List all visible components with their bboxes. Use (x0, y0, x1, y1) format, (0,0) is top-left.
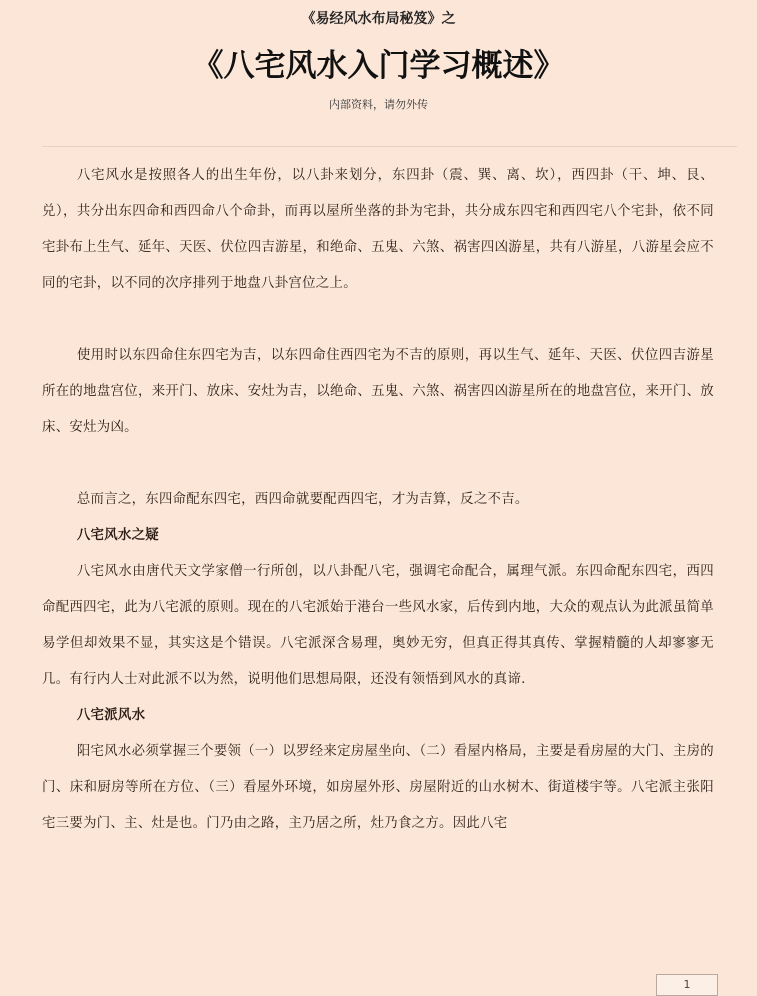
header-divider (42, 146, 737, 147)
paragraph-usage: 使用时以东四命住东四宅为吉，以东四命住西四宅为不吉的原则，再以生气、延年、天医、伏位四吉游星所在的地盘宫位，来开门、放床、安灶为吉，以绝命、五鬼、六煞、祸害四凶游星所在的地盘宫位，来开门、放床、安灶为凶。 (42, 348, 714, 435)
page-number-input[interactable]: 1 (656, 974, 718, 996)
document-body (42, 158, 714, 842)
paragraph-intro: 八宅风水是按照各人的出生年份，以八卦来划分，东四卦（震、巽、离、坎），西四卦（干、坤、艮、兑），共分出东四命和西四命八个命卦，而再以屋所坐落的卦为宅卦，共分成东四宅和西四宅八个宅卦，依不同宅卦布上生气、延年、天医、伏位四吉游星，和绝命、五鬼、六煞、祸害四凶游星，共有八游星，八游星会应不同的宅卦，以不同的次序排列于地盘八卦宫位之上。 (42, 168, 714, 291)
page-title: 《八宅风水入门学习概述》 (192, 48, 565, 84)
paragraph-school: 阳宅风水必须掌握三个要领（一）以罗经来定房屋坐向、（二）看屋内格局，主要是看房屋的大门、主房的门、床和厨房等所在方位、（三）看屋外环境，如房屋外形、房屋附近的山水树木、街道楼宇等。八宅派主张阳宅三要为门、主、灶是也。门乃由之路，主乃居之所，灶乃食之方。因此八宅 (42, 744, 714, 831)
paragraph-summary: 总而言之，东四命配东四宅，西四命就要配西四宅，才为吉算，反之不吉。 (76, 492, 529, 507)
paragraph-doubts: 八宅风水由唐代天文学家僧一行所创，以八卦配八宅，强调宅命配合，属理气派。东四命配东四宅，西四命配西四宅，此为八宅派的原则。现在的八宅派始于港台一些风水家，后传到内地，大众的观点认为此派虽简单易学但却效果不显，其实这是个错误。八宅派深含易理，奥妙无穷，但真正得其真传、掌握精髓的人却寥寥无几。有行内人士对此派不以为然，说明他们思想局限，还没有领悟到风水的真谛. (42, 564, 714, 687)
section-heading-doubts: 八宅风水之疑 (76, 528, 159, 543)
section-heading-school: 八宅派风水 (76, 708, 146, 723)
confidential-notice: 内部资料，请勿外传 (329, 98, 428, 111)
series-title: 《易经风水布局秘笈》之 (301, 11, 456, 27)
